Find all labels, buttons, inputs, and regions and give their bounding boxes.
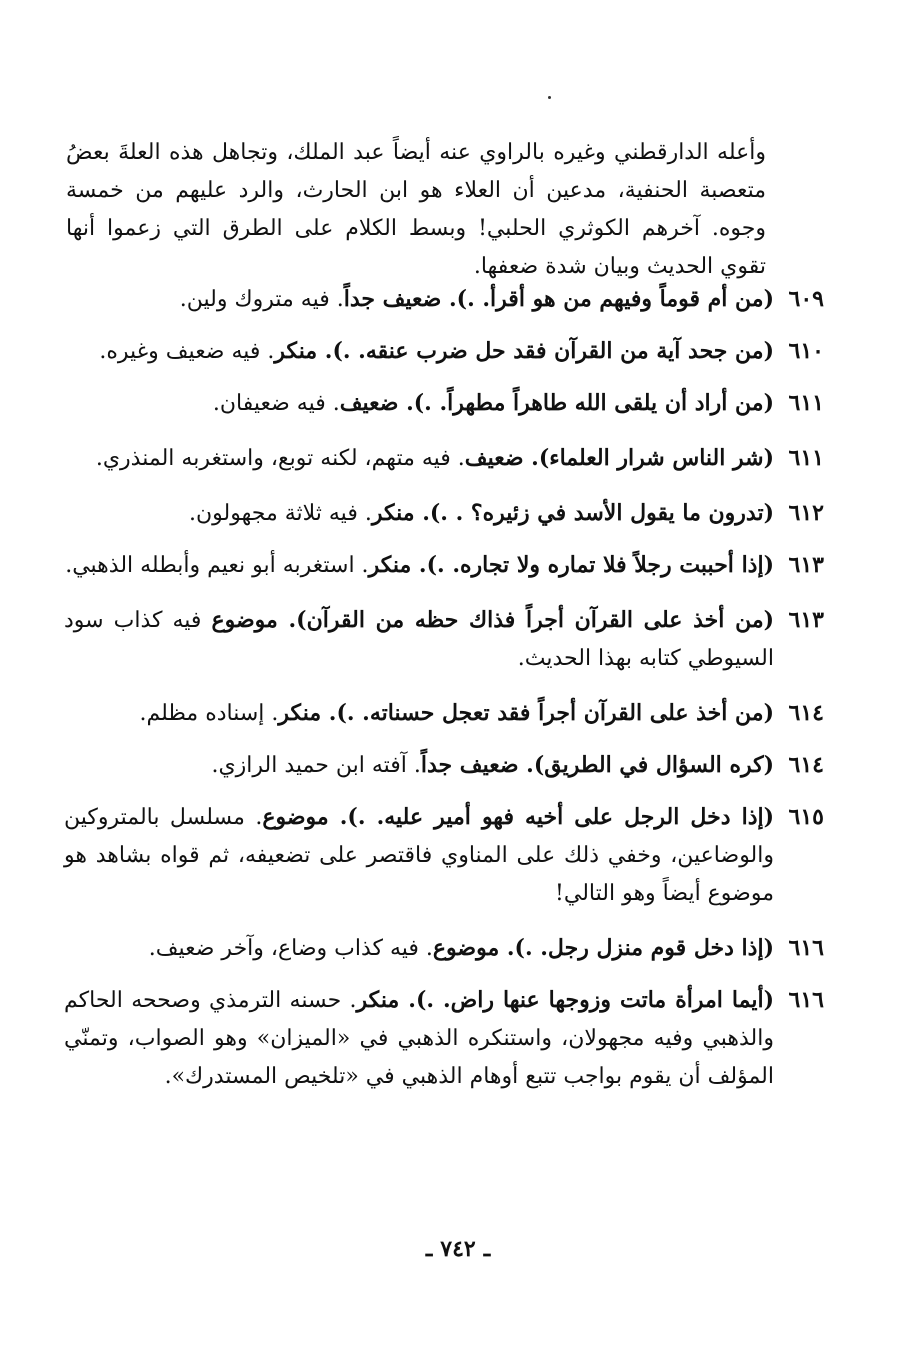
hadith-entry <box>64 601 824 678</box>
hadith-grade: . منكر <box>356 987 416 1013</box>
entry-body <box>64 798 774 913</box>
entry-number: ٦١٢ <box>788 500 824 526</box>
hadith-entry <box>64 439 824 478</box>
hadith-grade: . ضعيف جداً <box>343 286 457 312</box>
hadith-grade: . ضعيف <box>464 445 539 471</box>
hadith-text: (كره السؤال في الطريق) <box>533 752 774 778</box>
entry-body <box>64 332 774 371</box>
grade-note: . حسنه الترمذي وصححه الحاكم والذهبي وفيه مجهولان، واستنكره الذهبي في «الميزان» وهو الصواب، وتمنّي المؤلف أن يقوم بواجب تتبع أوهام الذهبي في «تلخيص المستدرك». <box>64 988 774 1089</box>
hadith-grade: . منكر <box>278 700 337 726</box>
hadith-text: (شر الناس شرار العلماء) <box>538 445 774 471</box>
hadith-entry <box>64 280 824 319</box>
entry-body <box>64 694 774 733</box>
entry-number: ٦١٥ <box>788 804 824 830</box>
hadith-text: (من أخذ على القرآن أجراً فقد تعجل حسناته. .) <box>336 700 774 726</box>
hadith-grade: . منكر <box>371 500 430 526</box>
hadith-grade: . موضوع <box>262 804 348 830</box>
hadith-text: (من جحد آية من القرآن فقد حل ضرب عنقه. .) <box>332 338 774 364</box>
entry-number: ٦١٣ <box>788 607 824 633</box>
grade-note: . فيه ضعيف وغيره. <box>99 339 275 364</box>
hadith-text: (إذا دخل الرجل على أخيه فهو أمير عليه. .) <box>347 804 775 830</box>
entry-body <box>64 746 774 785</box>
hadith-text: (من أم قوماً وفيهم من هو أقرأ. .) <box>456 286 774 312</box>
hadith-entry <box>64 981 824 1096</box>
entry-number: ٦١١ <box>788 445 824 471</box>
hadith-entry-list <box>64 280 824 1096</box>
entry-body <box>64 384 774 423</box>
hadith-entry <box>64 332 824 371</box>
hadith-grade: . منكر <box>274 338 333 364</box>
hadith-text: (إذا أحببت رجلاً فلا تماره ولا تجاره. .) <box>426 552 774 578</box>
hadith-entry <box>64 546 824 585</box>
grade-note: . استغربه أبو نعيم وأبطله الذهبي. <box>65 553 369 578</box>
hadith-text: (أيما امرأة ماتت وزوجها عنها راض. .) <box>415 987 774 1013</box>
ink-speck <box>548 96 551 99</box>
entry-number: ٦١٦ <box>788 987 824 1013</box>
grade-note: . فيه متهم، لكنه توبع، واستغربه المنذري. <box>95 446 465 471</box>
hadith-entry <box>64 746 824 785</box>
entry-number: ٦١٤ <box>788 752 824 778</box>
entry-number: ٦١١ <box>788 390 824 416</box>
page-dash: ـ <box>483 1236 491 1262</box>
grade-note: . فيه متروك ولين. <box>179 287 344 312</box>
intro-paragraph: وأعله الدارقطني وغيره بالراوي عنه أيضاً عبد الملك، وتجاهل هذه العلةَ بعضُ متعصبة الحنفية، مدعين أن العلاء هو ابن الحارث، والرد عليهم من خمسة وجوه. آخرهم الكوثري الحلبي! وبسط الكلام على الطرق التي زعموا أنها تقوي الحديث وبيان شدة ضعفها. <box>66 140 766 279</box>
hadith-entry <box>64 694 824 733</box>
hadith-grade: . ضعيف <box>339 390 414 416</box>
page-number: ٧٤٢ <box>440 1236 476 1262</box>
grade-note: . فيه ضعيفان. <box>212 391 340 416</box>
hadith-text: (تدرون ما يقول الأسد في زئيره؟ . .) <box>429 500 774 526</box>
entry-body <box>64 280 774 319</box>
entry-body <box>64 601 774 678</box>
hadith-grade: . ضعيف جداً <box>420 752 534 778</box>
entry-number: ٦١٠ <box>788 338 824 364</box>
entry-number: ٦١٦ <box>788 935 824 961</box>
grade-note: . فيه كذاب وضاع، وآخر ضعيف. <box>148 936 433 961</box>
hadith-entry <box>64 494 824 533</box>
hadith-text: (إذا دخل قوم منزل رجل. .) <box>514 935 774 961</box>
entry-number: ٦١٤ <box>788 700 824 726</box>
entry-body <box>64 439 774 478</box>
entry-number: ٦٠٩ <box>788 286 824 312</box>
hadith-grade: . موضوع <box>211 607 297 633</box>
entry-body <box>64 929 774 968</box>
grade-note: . آفته ابن حميد الرازي. <box>211 753 421 778</box>
hadith-entry <box>64 798 824 913</box>
entry-body <box>64 494 774 533</box>
grade-note: . فيه ثلاثة مجهولون. <box>189 501 372 526</box>
entry-body <box>64 981 774 1096</box>
grade-note: . مسلسل بالمتروكين والوضاعين، وخفي ذلك على المناوي فاقتصر على تضعيفه، ثم قواه بشاهد هو موضوع أيضاً وهو التالي! <box>64 805 774 906</box>
entry-number: ٦١٣ <box>788 552 824 578</box>
hadith-text: (من أراد أن يلقى الله طاهراً مطهراً. .) <box>413 390 774 416</box>
grade-note: فيه كذاب سود السيوطي كتابه بهذا الحديث. <box>64 608 774 671</box>
hadith-grade: . موضوع <box>432 935 515 961</box>
page-number-footer <box>0 1236 916 1262</box>
entry-body <box>64 546 774 585</box>
hadith-entry <box>64 384 824 423</box>
hadith-grade: . منكر <box>368 552 427 578</box>
page-dash: ـ <box>425 1236 433 1262</box>
hadith-entry <box>64 929 824 968</box>
hadith-text: (من أخذ على القرآن أجراً فذاك حظه من القرآن) <box>296 607 775 633</box>
grade-note: . إسناده مظلم. <box>139 701 279 726</box>
